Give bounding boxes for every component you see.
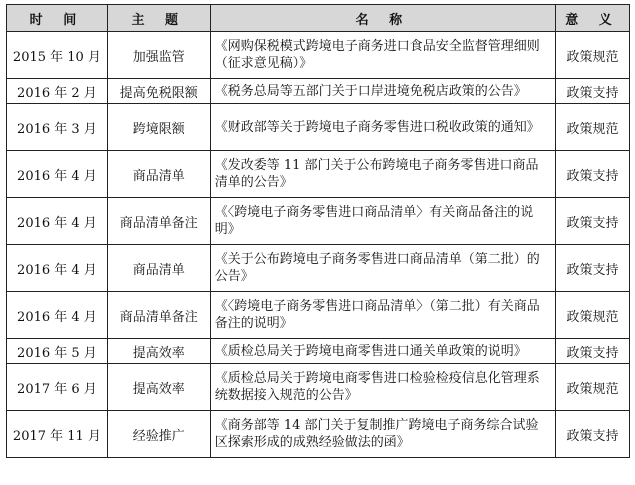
cell-name: 《网购保税模式跨境电子商务进口食品安全监督管理细则（征求意见稿）》 xyxy=(210,32,555,79)
cell-time: 2015 年 10 月 xyxy=(7,32,108,79)
cell-name: 《关于公布跨境电子商务零售进口商品清单（第二批）的公告》 xyxy=(210,245,555,292)
table-row xyxy=(7,104,630,151)
cell-time: 2016 年 4 月 xyxy=(7,292,108,339)
cell-name: 《质检总局关于跨境电商零售进口通关单政策的说明》 xyxy=(210,339,555,364)
cell-time: 2017 年 6 月 xyxy=(7,364,108,411)
cell-meaning: 政策规范 xyxy=(556,292,630,339)
table-row xyxy=(7,245,630,292)
cell-time: 2017 年 11 月 xyxy=(7,411,108,458)
cell-meaning: 政策支持 xyxy=(556,79,630,104)
cell-meaning: 政策支持 xyxy=(556,411,630,458)
cell-topic: 提高效率 xyxy=(107,339,210,364)
cell-name: 《〈跨境电子商务零售进口商品清单〉有关商品备注的说明》 xyxy=(210,198,555,245)
table-row xyxy=(7,151,630,198)
cell-topic: 商品清单备注 xyxy=(107,198,210,245)
cell-time: 2016 年 3 月 xyxy=(7,104,108,151)
header-topic: 主 题 xyxy=(107,5,210,32)
table-row xyxy=(7,198,630,245)
cell-meaning: 政策支持 xyxy=(556,198,630,245)
table-row xyxy=(7,292,630,339)
cell-name: 《财政部等关于跨境电子商务零售进口税收政策的通知》 xyxy=(210,104,555,151)
cell-topic: 提高效率 xyxy=(107,364,210,411)
cell-topic: 提高免税限额 xyxy=(107,79,210,104)
cell-topic: 商品清单备注 xyxy=(107,292,210,339)
table-row xyxy=(7,411,630,458)
policy-table xyxy=(6,4,630,458)
cell-meaning: 政策规范 xyxy=(556,364,630,411)
table-row xyxy=(7,339,630,364)
cell-topic: 商品清单 xyxy=(107,151,210,198)
header-name: 名 称 xyxy=(210,5,555,32)
cell-time: 2016 年 5 月 xyxy=(7,339,108,364)
cell-name: 《商务部等 14 部门关于复制推广跨境电子商务综合试验区探索形成的成熟经验做法的函》 xyxy=(210,411,555,458)
cell-time: 2016 年 4 月 xyxy=(7,198,108,245)
cell-name: 《发改委等 11 部门关于公布跨境电子商务零售进口商品清单的公告》 xyxy=(210,151,555,198)
header-time: 时 间 xyxy=(7,5,108,32)
table-row xyxy=(7,364,630,411)
cell-name: 《〈跨境电子商务零售进口商品清单〉（第二批）有关商品备注的说明》 xyxy=(210,292,555,339)
cell-topic: 经验推广 xyxy=(107,411,210,458)
cell-topic: 跨境限额 xyxy=(107,104,210,151)
cell-meaning: 政策支持 xyxy=(556,151,630,198)
cell-meaning: 政策支持 xyxy=(556,339,630,364)
cell-time: 2016 年 2 月 xyxy=(7,79,108,104)
cell-name: 《税务总局等五部门关于口岸进境免税店政策的公告》 xyxy=(210,79,555,104)
cell-time: 2016 年 4 月 xyxy=(7,245,108,292)
cell-meaning: 政策规范 xyxy=(556,32,630,79)
cell-meaning: 政策规范 xyxy=(556,104,630,151)
cell-meaning: 政策支持 xyxy=(556,245,630,292)
table-row xyxy=(7,79,630,104)
header-meaning: 意 义 xyxy=(556,5,630,32)
cell-topic: 商品清单 xyxy=(107,245,210,292)
header-row xyxy=(7,5,630,32)
cell-topic: 加强监管 xyxy=(107,32,210,79)
cell-name: 《质检总局关于跨境电商零售进口检验检疫信息化管理系统数据接入规范的公告》 xyxy=(210,364,555,411)
table-row xyxy=(7,32,630,79)
cell-time: 2016 年 4 月 xyxy=(7,151,108,198)
